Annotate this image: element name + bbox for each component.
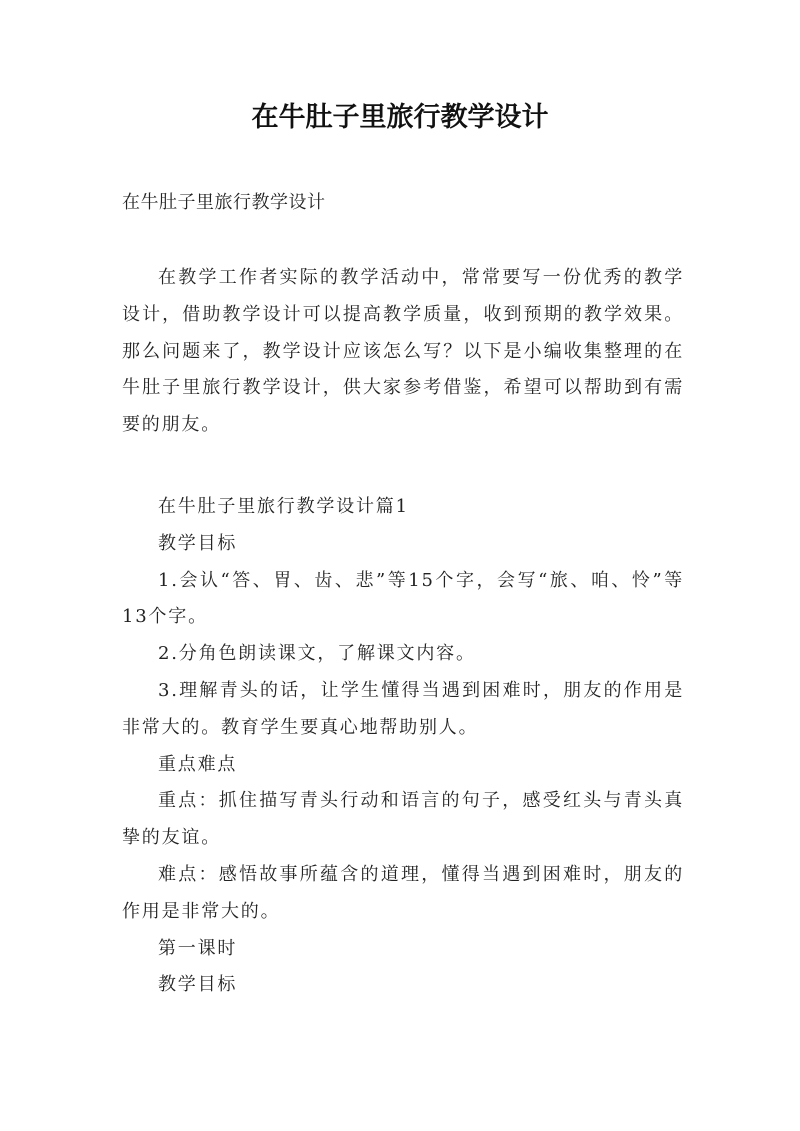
objectives-heading: 教学目标 xyxy=(158,974,238,996)
difficult-point: 难点：感悟故事所蕴含的道理，懂得当遇到困难时，朋友的作用是非常大的。 xyxy=(122,863,684,922)
lesson-section xyxy=(122,489,684,1004)
objective-item: 2.分角色朗读课文，了解课文内容。 xyxy=(158,643,476,665)
objectives-heading: 教学目标 xyxy=(158,532,238,554)
intro-paragraph: 在教学工作者实际的教学活动中，常常要写一份优秀的教学设计，借助教学设计可以提高教学质量，收到预期的教学效果。那么问题来了，教学设计应该怎么写？以下是小编收集整理的在牛肚子里旅行教学设计，供大家参考借鉴，希望可以帮助到有需要的朋友。 xyxy=(122,267,684,436)
section-heading: 在牛肚子里旅行教学设计篇1 xyxy=(158,496,409,517)
key-points-heading: 重点难点 xyxy=(158,753,238,775)
document-subtitle: 在牛肚子里旅行教学设计 xyxy=(122,192,326,213)
document-title: 在牛肚子里旅行教学设计 xyxy=(251,102,549,133)
lesson-heading: 第一课时 xyxy=(158,937,238,959)
objective-item: 1.会认“答、胃、齿、悲”等15个字，会写“旅、咱、怜”等13个字。 xyxy=(122,569,684,628)
key-point: 重点：抓住描写青头行动和语言的句子，感受红头与青头真挚的友谊。 xyxy=(122,790,684,849)
objective-item: 3.理解青头的话，让学生懂得当遇到困难时，朋友的作用是非常大的。教育学生要真心地帮助别人。 xyxy=(122,679,684,738)
